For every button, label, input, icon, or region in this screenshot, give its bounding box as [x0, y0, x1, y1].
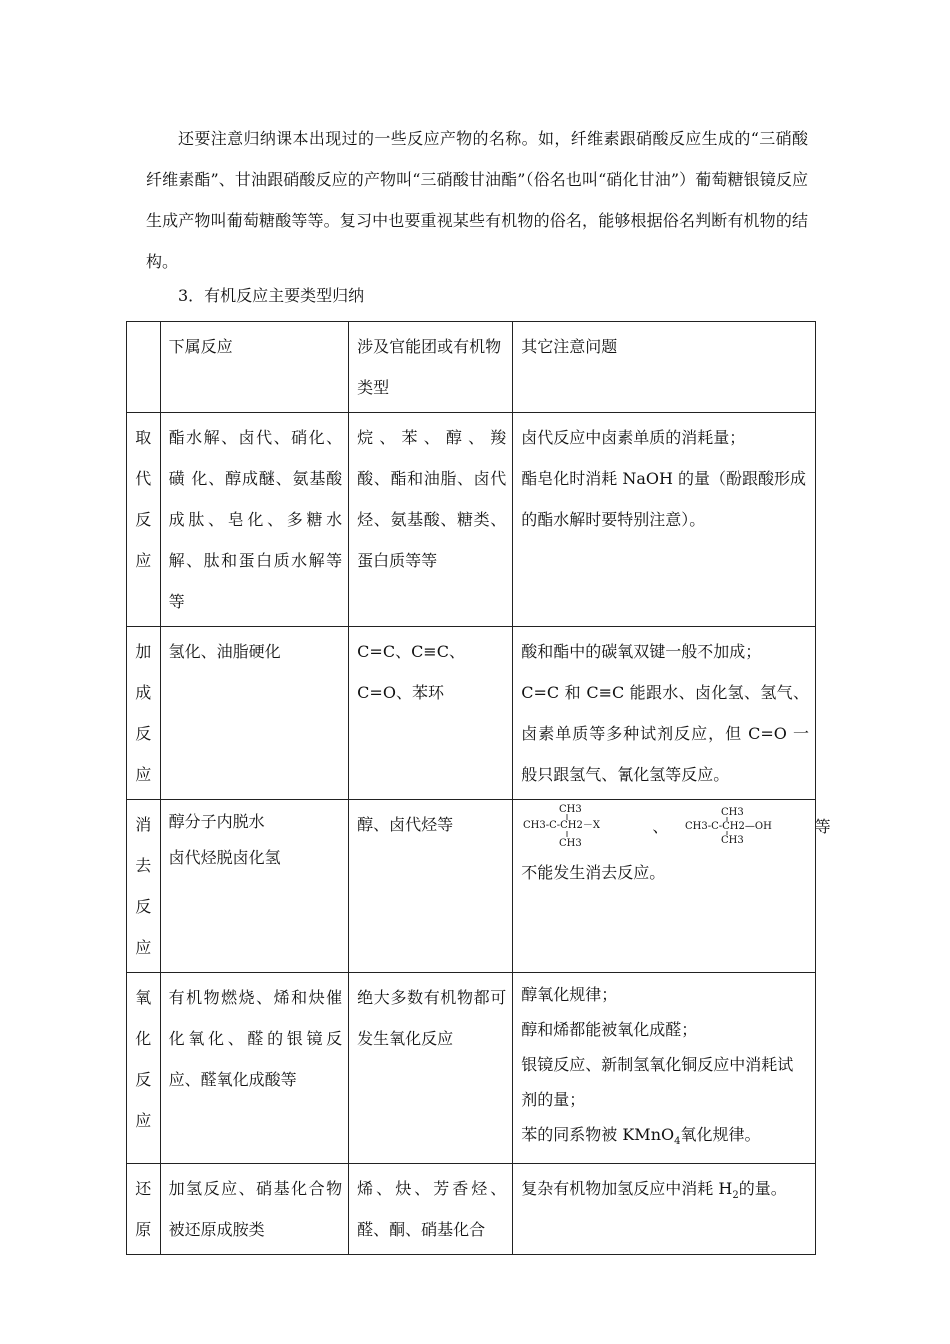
cell-groups: 绝大多数有机物都可发生氧化反应	[349, 973, 513, 1164]
cell-subreactions: 酯水解、卤代、硝化、磺 化、醇成醚、氨基酸成肽、皂化、多糖水解、肽和蛋白质水解等等	[160, 413, 349, 627]
cell-subreactions: 有机物燃烧、烯和炔催化氧化、醛的银镜反应、醛氧化成酸等	[160, 973, 349, 1164]
table-header-row	[127, 322, 816, 413]
table-row	[127, 800, 816, 973]
svg-text:CH3: CH3	[721, 807, 745, 818]
table-row	[127, 1164, 816, 1255]
svg-text:CH3: CH3	[721, 835, 745, 846]
svg-text:CH3: CH3	[559, 804, 582, 815]
row-label-elimination: 消 去 反 应	[127, 800, 161, 973]
header-cell-subreactions: 下属反应	[160, 322, 349, 413]
cell-subreactions: 醇分子内脱水 卤代烃脱卤化氢	[160, 800, 349, 973]
structure-formula-halide	[521, 802, 639, 848]
structure-formula-alcohol	[683, 802, 807, 848]
header-cell-empty	[127, 322, 161, 413]
reaction-types-table	[126, 321, 831, 1255]
table-row	[127, 413, 816, 627]
svg-text:CH3-C-CH2—OH: CH3-C-CH2—OH	[685, 821, 773, 832]
cell-notes: 复杂有机物加氢反应中消耗 $H_2$的量。	[513, 1164, 816, 1255]
header-cell-groups: 涉及官能团或有机物类型	[349, 322, 513, 413]
formula-separator: 、	[652, 816, 669, 836]
cell-subreactions: 加氢反应、硝基化合物被还原成胺类	[160, 1164, 349, 1255]
cell-notes: 卤代反应中卤素单质的消耗量； 酯皂化时消耗 NaOH 的量（酚跟酸形成的酯水解时要特别注意）。	[513, 413, 816, 627]
svg-text:CH3-C-CH2－X: CH3-C-CH2－X	[523, 820, 601, 831]
row-label-oxidation: 氧 化 反 应	[127, 973, 161, 1164]
cell-notes: 酸和酯中的碳氧双键一般不加成； C=C 和 C≡C 能跟水、卤化氢、氢气、卤素单质等多种试剂反应，但 C=O 一般只跟氢气、氰化氢等反应。	[513, 627, 816, 800]
row-label-addition: 加 成 反 应	[127, 627, 161, 800]
intro-paragraph: 还要注意归纳课本出现过的一些反应产物的名称。如，纤维素跟硝酸反应生成的“三硝酸纤维素酯”、甘油跟硝酸反应的产物叫“三硝酸甘油酯”（俗名也叫“硝化甘油”）葡萄糖银镜反应生成产物叫葡萄糖酸等等。复习中也要重视某些有机物的俗名，能够根据俗名判断有机物的结构。	[146, 129, 808, 271]
structure-formulas	[521, 802, 831, 852]
cell-groups: C=C、C≡C、C=O、苯环	[349, 627, 513, 800]
header-cell-notes: 其它注意问题	[513, 322, 816, 413]
row-label-reduction: 还 原	[127, 1164, 161, 1255]
table-row	[127, 973, 816, 1164]
cell-groups: 烷 、 苯 、 醇 、 羧酸、酯和油脂、卤代烃、氨基酸、糖类、蛋白质等等	[349, 413, 513, 627]
cell-groups: 烯、炔、芳香烃、醛、酮、硝基化合	[349, 1164, 513, 1255]
formula-tail: 等	[814, 816, 831, 836]
cell-notes: 醇氧化规律； 醇和烯都能被氧化成醛； 银镜反应、新制氢氧化铜反应中消耗试剂的量； 苯的同系物被 KMnO$_4$氧化规律。	[513, 973, 816, 1164]
row-label-substitution: 取 代 反 应	[127, 413, 161, 627]
cell-notes: CH3 CH3-C-CH2－X CH3 、 CH3 CH3-C-CH2—OH CH3 等 不能发生消去反应。	[513, 800, 816, 973]
section-heading: 3．有机反应主要类型归纳	[178, 286, 365, 305]
svg-text:CH3: CH3	[559, 838, 582, 848]
table-row	[127, 627, 816, 800]
cell-groups: 醇、卤代烃等	[349, 800, 513, 973]
cell-subreactions: 氢化、油脂硬化	[160, 627, 349, 800]
